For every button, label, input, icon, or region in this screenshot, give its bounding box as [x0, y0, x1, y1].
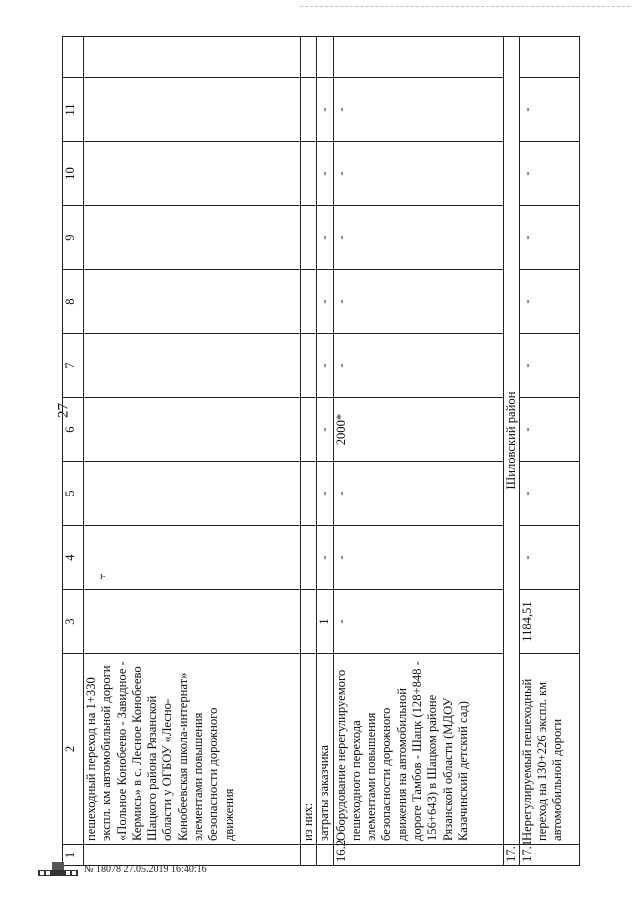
stamp-text: № 18078 27.05.2019 16:40:16	[84, 863, 207, 875]
cell-value: -	[333, 270, 503, 334]
cell-value: -	[333, 526, 503, 590]
cell-value: -	[519, 462, 579, 526]
row-description: Оборудование нерегулируемого пешеходного перехода элементами повышения безопасности дорожного движения на автомобильной дороге Тамбов - Шацк (128+848 - 156+643) в Шацком районе Рязанской области (МДОУ Казачинский детский сад)	[333, 654, 503, 845]
row-description: пешеходный переход на 1+330 экспл. км автомобильной дороги «Польное Конобеево - Завидное - Кермись» в с. Лесное Конобеево Шацкого района Рязанской области у ОГБОУ «Лесно-Конобеевская школа-интернат» элементами повышения безопасности дорожного движения	[84, 654, 301, 845]
cell-value: -	[333, 462, 503, 526]
table-row	[519, 37, 579, 866]
cell-value: 2000*	[333, 398, 503, 462]
table-row	[84, 37, 301, 866]
header-col-4: 4	[63, 526, 84, 590]
header-col-9: 9	[63, 206, 84, 270]
cell-value: -	[333, 206, 503, 270]
cell-value: -	[519, 270, 579, 334]
header-col-blank	[63, 37, 84, 78]
cell-value: -	[519, 526, 579, 590]
header-col-6: 6	[63, 398, 84, 462]
header-col-3: 3	[63, 590, 84, 654]
row-label: затраты заказчика	[317, 654, 333, 845]
cell-value: -	[333, 590, 503, 654]
budget-table	[62, 36, 580, 866]
row-description: Нерегулируемый пешеходный переход на 130+226 экспл. км автомобильной дороги	[519, 654, 579, 845]
header-col-11: 11	[63, 78, 84, 142]
cell-value: 1	[317, 590, 333, 654]
cell-value: -	[317, 334, 333, 398]
cell-value: -	[333, 334, 503, 398]
table-row	[301, 37, 317, 866]
header-col-7: 7	[63, 334, 84, 398]
cell-value: -	[317, 398, 333, 462]
cell-value: -	[333, 142, 503, 206]
document-frame	[62, 36, 565, 866]
table-row	[317, 37, 333, 866]
header-col-2: 2	[63, 654, 84, 845]
cell-value: -	[317, 270, 333, 334]
header-col-5: 5	[63, 462, 84, 526]
cell-value: -	[519, 78, 579, 142]
header-row	[63, 37, 84, 866]
cell-value: -	[317, 78, 333, 142]
cell-value: -	[317, 206, 333, 270]
cell-value: -	[519, 334, 579, 398]
cell-value: 1184,51	[519, 590, 579, 654]
page-number: 27	[55, 403, 72, 418]
pencil-mark: ⱶ	[100, 570, 106, 582]
cell-value: -	[519, 206, 579, 270]
row-number: 17.	[503, 845, 519, 866]
header-col-10: 10	[63, 142, 84, 206]
cell-value: -	[519, 142, 579, 206]
rotated-table-wrapper	[62, 36, 565, 866]
row-number: 17.1	[519, 845, 579, 866]
header-col-1: 1	[63, 845, 84, 866]
row-number: 16.2	[333, 845, 503, 866]
table-row	[333, 37, 503, 866]
cell-value: -	[333, 78, 503, 142]
table-row	[503, 37, 519, 866]
district-heading: Шиловский район	[503, 37, 519, 845]
cell-value: -	[317, 462, 333, 526]
cell-value: -	[519, 398, 579, 462]
header-col-8: 8	[63, 270, 84, 334]
registration-stamp	[38, 862, 207, 876]
row-label: из них:	[301, 654, 317, 845]
cell-value: -	[317, 142, 333, 206]
cell-value: -	[317, 526, 333, 590]
registry-logo-icon	[38, 862, 78, 876]
scan-edge-mark	[300, 6, 630, 13]
